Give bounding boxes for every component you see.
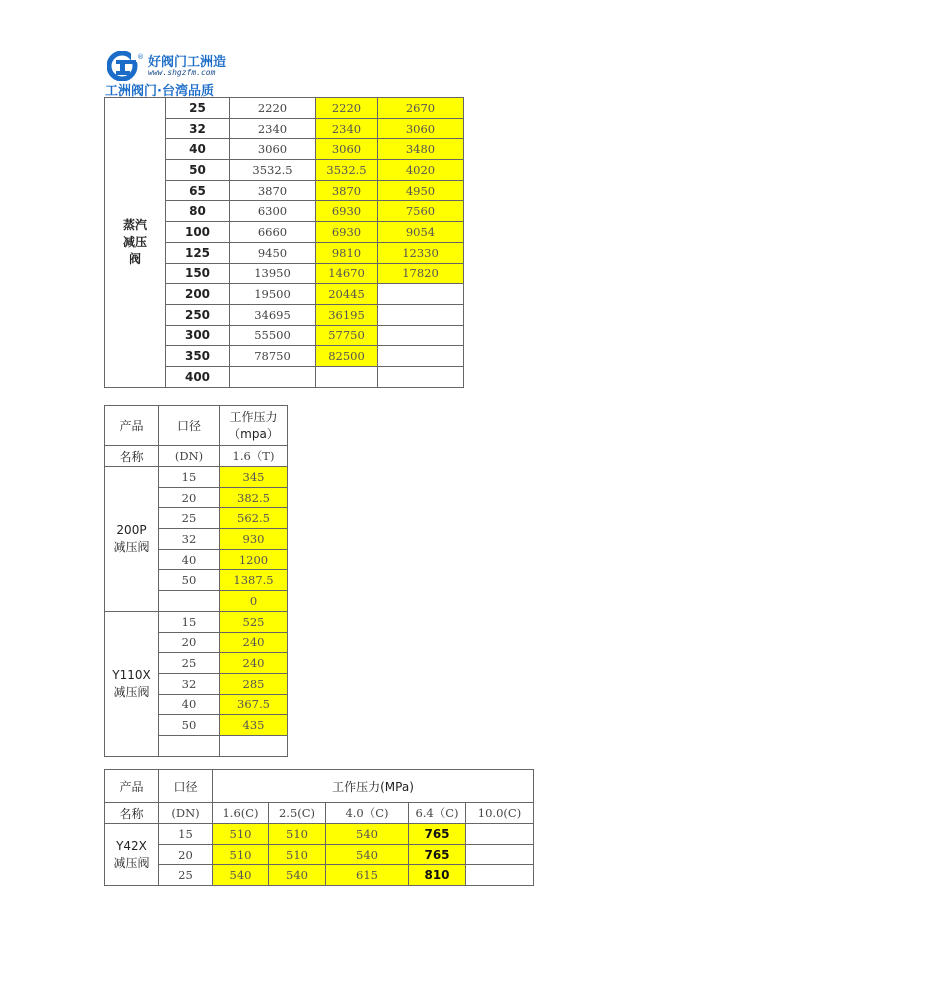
price-cell bbox=[220, 735, 288, 756]
price-cell: 540 bbox=[213, 865, 269, 886]
price-cell: 4020 bbox=[378, 160, 464, 181]
price-cell: 20445 bbox=[316, 284, 378, 305]
logo-slogan: 好阀门工洲造 bbox=[148, 55, 227, 70]
price-cell bbox=[378, 366, 464, 387]
price-cell: 240 bbox=[220, 632, 288, 653]
price-cell: 367.5 bbox=[220, 694, 288, 715]
dn-cell: 32 bbox=[166, 118, 230, 139]
price-cell: 3060 bbox=[378, 118, 464, 139]
dn-cell: 15 bbox=[159, 611, 220, 632]
dn-cell: 15 bbox=[159, 824, 213, 845]
header-product: 产品 bbox=[105, 406, 159, 446]
price-cell: 3870 bbox=[316, 180, 378, 201]
price-cell: 345 bbox=[220, 467, 288, 488]
price-cell: 2220 bbox=[230, 98, 316, 119]
svg-text:®: ® bbox=[137, 53, 144, 61]
header-product: 产品 bbox=[105, 770, 159, 803]
header-dn-unit: (DN) bbox=[159, 446, 220, 467]
price-cell bbox=[378, 346, 464, 367]
table-row bbox=[105, 98, 464, 119]
price-cell bbox=[466, 844, 534, 865]
price-cell: 510 bbox=[269, 824, 326, 845]
dn-cell: 200 bbox=[166, 284, 230, 305]
dn-cell: 300 bbox=[166, 325, 230, 346]
price-cell: 510 bbox=[213, 824, 269, 845]
price-cell: 9810 bbox=[316, 242, 378, 263]
price-cell: 2340 bbox=[316, 118, 378, 139]
dn-cell: 40 bbox=[159, 694, 220, 715]
price-cell: 7560 bbox=[378, 201, 464, 222]
y42x-price-table bbox=[104, 769, 534, 886]
price-cell bbox=[378, 325, 464, 346]
200p-y110x-price-table bbox=[104, 405, 288, 757]
price-cell: 6660 bbox=[230, 222, 316, 243]
header-pressure-1: 1.6(C) bbox=[213, 803, 269, 824]
header-name: 名称 bbox=[105, 803, 159, 824]
price-cell: 765 bbox=[409, 844, 466, 865]
price-cell: 14670 bbox=[316, 263, 378, 284]
table-row bbox=[105, 865, 534, 886]
price-cell: 57750 bbox=[316, 325, 378, 346]
dn-cell: 25 bbox=[159, 508, 220, 529]
price-cell: 2340 bbox=[230, 118, 316, 139]
table-row bbox=[105, 467, 288, 488]
dn-cell: 40 bbox=[159, 549, 220, 570]
price-cell: 9450 bbox=[230, 242, 316, 263]
table-row bbox=[105, 844, 534, 865]
price-cell: 78750 bbox=[230, 346, 316, 367]
gz-logo-icon bbox=[107, 51, 145, 81]
header-pressure-5: 10.0(C) bbox=[466, 803, 534, 824]
dn-cell: 40 bbox=[166, 139, 230, 160]
dn-cell: 400 bbox=[166, 366, 230, 387]
dn-cell bbox=[159, 591, 220, 612]
price-cell bbox=[378, 284, 464, 305]
dn-cell: 25 bbox=[159, 653, 220, 674]
price-cell bbox=[230, 366, 316, 387]
dn-cell bbox=[159, 735, 220, 756]
price-cell: 1387.5 bbox=[220, 570, 288, 591]
dn-cell: 32 bbox=[159, 529, 220, 550]
price-cell bbox=[316, 366, 378, 387]
dn-cell: 25 bbox=[159, 865, 213, 886]
dn-cell: 50 bbox=[159, 570, 220, 591]
price-cell: 510 bbox=[269, 844, 326, 865]
price-cell: 540 bbox=[326, 824, 409, 845]
price-cell bbox=[378, 304, 464, 325]
price-cell: 3870 bbox=[230, 180, 316, 201]
price-cell: 0 bbox=[220, 591, 288, 612]
header-pressure-1: 1.6（T) bbox=[220, 446, 288, 467]
dn-cell: 150 bbox=[166, 263, 230, 284]
dn-cell: 15 bbox=[159, 467, 220, 488]
product-name: Y110X减压阀 bbox=[105, 611, 159, 756]
header-dn: 口径 bbox=[159, 770, 213, 803]
price-cell: 540 bbox=[269, 865, 326, 886]
price-cell: 930 bbox=[220, 529, 288, 550]
header-name: 名称 bbox=[105, 446, 159, 467]
price-cell: 82500 bbox=[316, 346, 378, 367]
dn-cell: 250 bbox=[166, 304, 230, 325]
dn-cell: 20 bbox=[159, 844, 213, 865]
dn-cell: 20 bbox=[159, 487, 220, 508]
dn-cell: 50 bbox=[159, 715, 220, 736]
table-row bbox=[105, 611, 288, 632]
dn-cell: 32 bbox=[159, 673, 220, 694]
price-cell: 435 bbox=[220, 715, 288, 736]
price-cell: 13950 bbox=[230, 263, 316, 284]
price-cell: 36195 bbox=[316, 304, 378, 325]
price-cell: 382.5 bbox=[220, 487, 288, 508]
header-dn-unit: (DN) bbox=[159, 803, 213, 824]
price-cell: 765 bbox=[409, 824, 466, 845]
company-logo bbox=[107, 49, 247, 97]
dn-cell: 65 bbox=[166, 180, 230, 201]
logo-tagline: 工洲阀门·台湾品质 bbox=[105, 84, 214, 99]
price-cell bbox=[466, 824, 534, 845]
dn-cell: 100 bbox=[166, 222, 230, 243]
price-cell: 3532.5 bbox=[316, 160, 378, 181]
price-cell: 6930 bbox=[316, 222, 378, 243]
price-cell: 3480 bbox=[378, 139, 464, 160]
steam-valve-price-table bbox=[104, 97, 464, 388]
header-pressure-3: 4.0（C) bbox=[326, 803, 409, 824]
header-pressure-4: 6.4（C) bbox=[409, 803, 466, 824]
price-cell: 17820 bbox=[378, 263, 464, 284]
header-dn: 口径 bbox=[159, 406, 220, 446]
product-name: Y42X减压阀 bbox=[105, 824, 159, 886]
price-cell: 6300 bbox=[230, 201, 316, 222]
product-name: 蒸汽减压阀 bbox=[105, 98, 166, 388]
price-cell: 540 bbox=[326, 844, 409, 865]
price-cell: 810 bbox=[409, 865, 466, 886]
header-pressure: 工作压力(MPa) bbox=[213, 770, 534, 803]
price-cell: 19500 bbox=[230, 284, 316, 305]
price-cell bbox=[466, 865, 534, 886]
price-cell: 3532.5 bbox=[230, 160, 316, 181]
price-cell: 2220 bbox=[316, 98, 378, 119]
table-row bbox=[105, 824, 534, 845]
dn-cell: 50 bbox=[166, 160, 230, 181]
header-pressure: 工作压力（mpa） bbox=[220, 406, 288, 446]
price-cell: 2670 bbox=[378, 98, 464, 119]
price-cell: 34695 bbox=[230, 304, 316, 325]
price-cell: 510 bbox=[213, 844, 269, 865]
price-cell: 562.5 bbox=[220, 508, 288, 529]
logo-url: www.shgzfm.com bbox=[148, 68, 216, 77]
price-cell: 525 bbox=[220, 611, 288, 632]
product-name: 200P减压阀 bbox=[105, 467, 159, 612]
price-cell: 3060 bbox=[316, 139, 378, 160]
dn-cell: 20 bbox=[159, 632, 220, 653]
price-cell: 285 bbox=[220, 673, 288, 694]
price-cell: 4950 bbox=[378, 180, 464, 201]
price-cell: 615 bbox=[326, 865, 409, 886]
dn-cell: 125 bbox=[166, 242, 230, 263]
header-pressure-2: 2.5(C) bbox=[269, 803, 326, 824]
price-cell: 55500 bbox=[230, 325, 316, 346]
dn-cell: 350 bbox=[166, 346, 230, 367]
price-cell: 3060 bbox=[230, 139, 316, 160]
price-cell: 240 bbox=[220, 653, 288, 674]
price-cell: 1200 bbox=[220, 549, 288, 570]
price-cell: 12330 bbox=[378, 242, 464, 263]
price-cell: 9054 bbox=[378, 222, 464, 243]
dn-cell: 80 bbox=[166, 201, 230, 222]
price-cell: 6930 bbox=[316, 201, 378, 222]
dn-cell: 25 bbox=[166, 98, 230, 119]
